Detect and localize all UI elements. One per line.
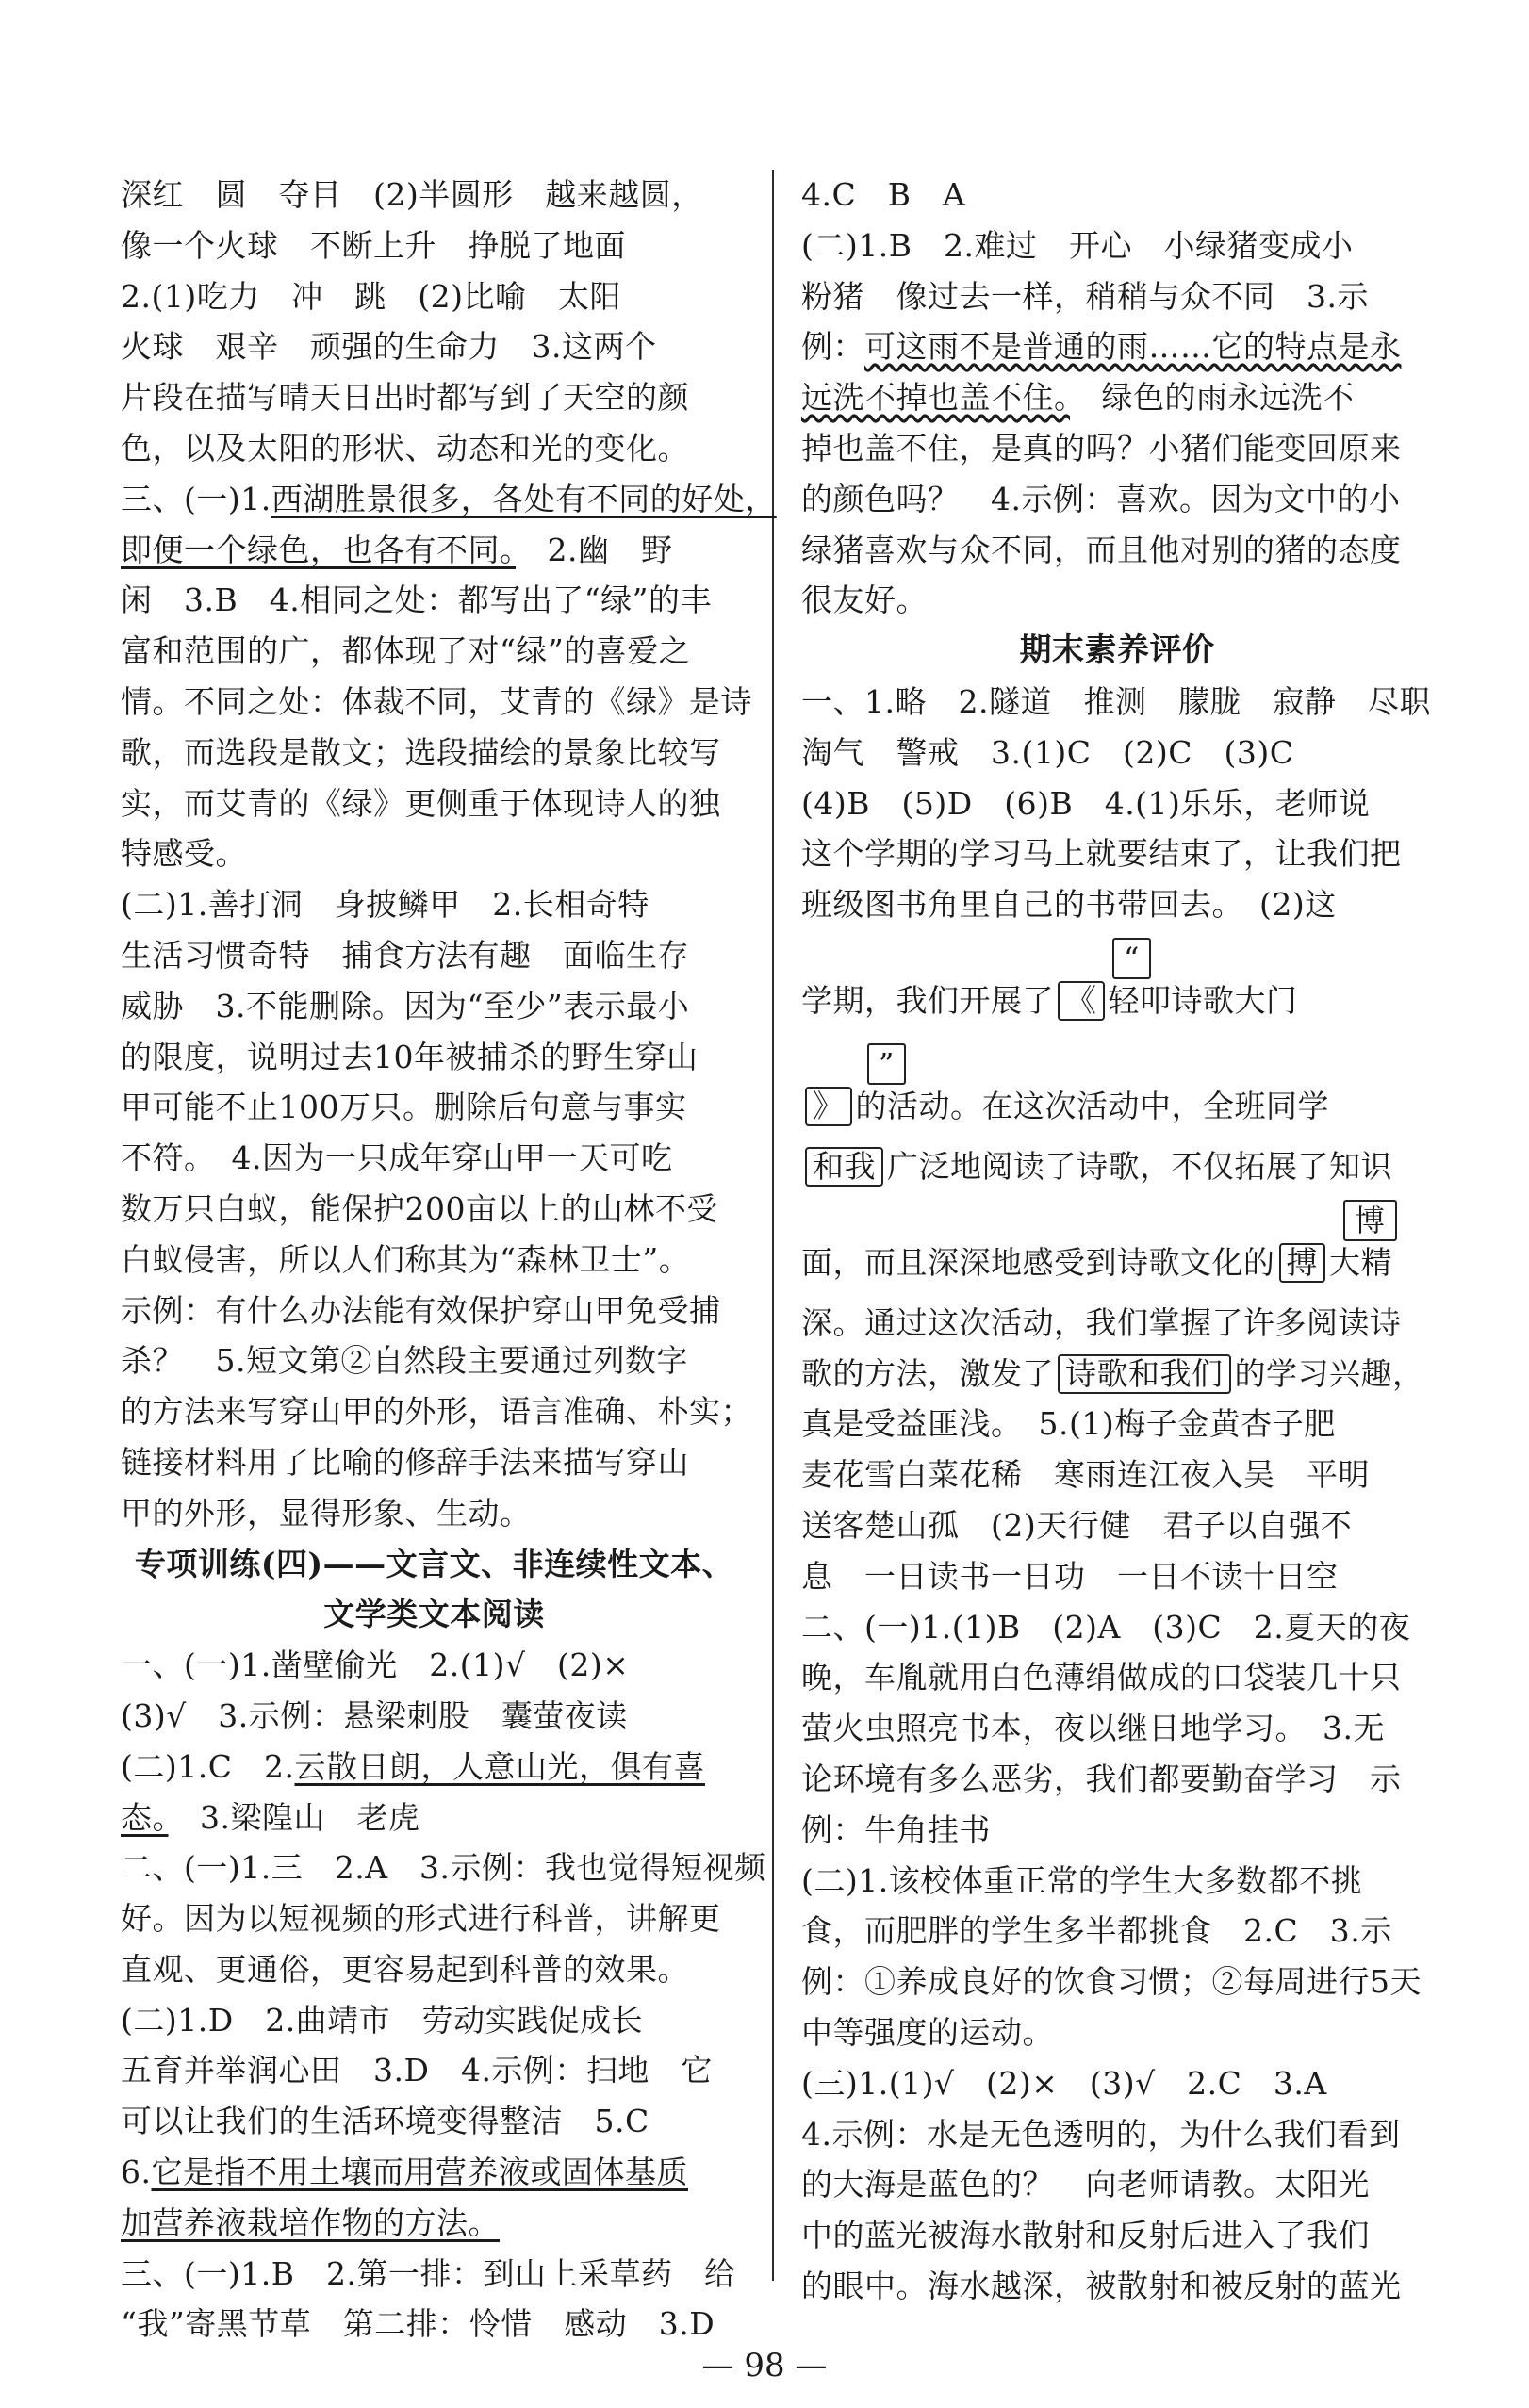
text-line: 晚，车胤就用白色薄绢做成的口袋装几十只 (801, 1659, 1402, 1696)
text-line: 4.示例：水是无色透明的，为什么我们看到 (801, 2115, 1401, 2153)
text-line: 的颜色吗？ 4.示例：喜欢。因为文中的小 (801, 480, 1401, 517)
text-line: 特感受。 (121, 835, 247, 873)
text-line: 绿猪喜欢与众不同，而且他对别的猪的态度 (801, 531, 1402, 568)
text-line: (二)1.B 2.难过 开心 小绿猪变成小 (801, 226, 1354, 264)
correction-note: “ (1112, 938, 1151, 979)
text-line: 中的蓝光被海水散射和反射后进入了我们 (801, 2217, 1370, 2254)
underlined-answer: 态。 (121, 1798, 169, 1836)
text-segment: 学期，我们开展了 (801, 981, 1054, 1019)
text-segment: 的活动。在这次活动中，全班同学 (855, 1087, 1329, 1124)
text-segment: 的学习兴趣， (1234, 1354, 1424, 1392)
correction-note: 博 (1343, 1200, 1397, 1241)
text-segment: 歌的方法，激发了 (801, 1354, 1054, 1392)
text-line: 二、(一)1.三 2.A 3.示例：我也觉得短视频 (121, 1849, 766, 1887)
text-line: 好。因为以短视频的形式进行科普，讲解更 (121, 1900, 721, 1938)
text-segment: 大精 (1329, 1243, 1392, 1281)
text-line: 片段在描写晴天日出时都写到了天空的颜 (121, 379, 689, 417)
left-column (121, 170, 777, 2350)
underlined-answer: 加营养液栽培作物的方法。 (121, 2203, 500, 2241)
underlined-answer: 云散日朗，人意山光，俱有喜 (294, 1747, 705, 1785)
right-column (801, 170, 1433, 2312)
correction-note: ” (867, 1043, 906, 1085)
text-line: 像一个火球 不断上升 挣脱了地面 (121, 226, 626, 264)
text-line: 闲 3.B 4.相同之处：都写出了“绿”的丰 (121, 582, 712, 619)
text-line: 的方法来写穿山甲的外形，语言准确、朴实； (121, 1393, 752, 1431)
text-line: 一、(一)1.凿壁偷光 2.(1)√ (2)× (121, 1646, 630, 1684)
text-segment: 例： (801, 328, 864, 366)
text-line: 歌，而选段是散文；选段描绘的景象比较写 (121, 733, 721, 771)
text-line: 真是受益匪浅。 5.(1)梅子金黄杏子肥 (801, 1405, 1336, 1443)
text-line: (4)B (5)D (6)B 4.(1)乐乐，老师说 (801, 784, 1371, 822)
text-line: 很友好。 (801, 582, 928, 619)
text-line (121, 1793, 748, 1843)
text-line: 的限度，说明过去10年被捕杀的野生穿山 (121, 1038, 699, 1075)
text-line (121, 474, 777, 525)
wavy-underline-segment: 可这雨不是普通的雨……它的特点是永 (864, 328, 1402, 366)
text-line: 情。不同之处：体裁不同，艾青的《绿》是诗 (121, 682, 752, 720)
text-line: 这个学期的学习马上就要结束了，让我们把 (801, 835, 1402, 873)
text-line: 食，而肥胖的学生多半都挑食 2.C 3.示 (801, 1912, 1392, 1950)
correction-line (801, 1192, 1433, 1298)
text-segment: 绿色的雨永远洗不 (1070, 379, 1355, 417)
text-line: 示例：有什么办法能有效保护穿山甲免受捕 (121, 1291, 721, 1329)
insertion-box: 和我 (805, 1147, 883, 1187)
text-segment: 轻叩诗歌大门 (1108, 981, 1298, 1019)
insertion-box: 诗歌和我们 (1058, 1354, 1231, 1394)
text-line: 中等强度的运动。 (801, 2013, 1054, 2051)
text-segment: 三、(一)1. (121, 480, 271, 517)
text-line: 生活习惯奇特 捕食方法有趣 面临生存 (121, 936, 689, 974)
text-line: 的大海是蓝色的？ 向老师请教。太阳光 (801, 2166, 1370, 2203)
text-line: 麦花雪白菜花稀 寒雨连江夜入吴 平明 (801, 1456, 1370, 1494)
text-line: 实，而艾青的《绿》更侧重于体现诗人的独 (121, 784, 721, 822)
text-line: 论环境有多么恶劣，我们都要勤奋学习 示 (801, 1760, 1402, 1797)
text-line: 萤火虫照亮书本，夜以继日地学习。 3.无 (801, 1710, 1385, 1747)
correction-box: 搏 (1279, 1243, 1326, 1283)
correction-line (801, 930, 1433, 1036)
text-line: 不符。 4.因为一只成年穿山甲一天可吃 (121, 1139, 673, 1177)
correction-line (801, 1036, 1433, 1141)
text-line: (三)1.(1)√ (2)× (3)√ 2.C 3.A (801, 2064, 1327, 2102)
text-line (121, 525, 748, 576)
section-heading: 专项训练(四)——文言文、非连续性文本、 (134, 1545, 734, 1582)
correction-line (801, 1349, 1433, 1400)
text-line: 粉猪 像过去一样，稍稍与众不同 3.示 (801, 277, 1369, 315)
text-line: 杀？ 5.短文第②自然段主要通过列数字 (121, 1342, 688, 1380)
text-line: “我”寄黑节草 第二排：怜惜 感动 3.D (121, 2305, 715, 2343)
text-line: 掉也盖不住，是真的吗？小猪们能变回原来 (801, 429, 1402, 467)
text-line: 可以让我们的生活环境变得整洁 5.C (121, 2103, 649, 2140)
text-segment: 6. (121, 2154, 152, 2191)
text-line: (二)1.善打洞 身披鳞甲 2.长相奇特 (121, 886, 649, 924)
underlined-answer: 西湖胜景很多，各处有不同的好处， (271, 480, 777, 517)
text-line: 白蚁侵害，所以人们称其为“森林卫士”。 (121, 1240, 691, 1278)
text-line: 甲可能不止100万只。删除后句意与事实 (121, 1089, 687, 1126)
text-line: (二)1.该校体重正常的学生大多数都不挑 (801, 1861, 1363, 1899)
text-line: 一、1.略 2.隧道 推测 朦胧 寂静 尽职 (801, 682, 1431, 720)
correction-box: 》 (805, 1087, 852, 1126)
correction-box: 《 (1058, 981, 1105, 1021)
text-line: 富和范围的广，都体现了对“绿”的喜爱之 (121, 632, 691, 670)
text-line: (二)1.D 2.曲靖市 劳动实践促成长 (121, 2001, 644, 2039)
text-line: 淘气 警戒 3.(1)C (2)C (3)C (801, 733, 1294, 771)
text-line: 送客楚山孤 (2)天行健 君子以自强不 (801, 1506, 1353, 1544)
text-line: (3)√ 3.示例：悬梁刺股 囊萤夜读 (121, 1696, 628, 1734)
text-line: 火球 艰辛 顽强的生命力 3.这两个 (121, 328, 657, 366)
text-segment: 3.梁隍山 老虎 (168, 1798, 420, 1836)
text-line (121, 2147, 748, 2198)
text-line: 色，以及太阳的形状、动态和光的变化。 (121, 429, 689, 467)
text-line: 威胁 3.不能删除。因为“至少”表示最小 (121, 987, 690, 1024)
text-line (121, 1742, 748, 1793)
text-line: 2.(1)吃力 冲 跳 (2)比喻 太阳 (121, 277, 621, 315)
section-heading: 文学类文本阅读 (323, 1596, 545, 1633)
text-line: 甲的外形，显得形象、生动。 (121, 1494, 532, 1532)
text-line: 直观、更通俗，更容易起到科普的效果。 (121, 1950, 689, 1988)
section-heading: 期末素养评价 (1019, 631, 1215, 670)
underlined-answer: 它是指不用土壤而用营养液或固体基质 (151, 2154, 688, 2191)
page-number: — 98 — (701, 2347, 828, 2384)
text-line: 4.C B A (801, 176, 966, 213)
text-segment: 面，而且深深地感受到诗歌文化的 (801, 1243, 1275, 1281)
text-segment: (二)1.C 2. (121, 1747, 295, 1785)
text-line: 数万只白蚁，能保护200亩以上的山林不受 (121, 1189, 718, 1227)
text-line (121, 2198, 748, 2249)
text-line: 息 一日读书一日功 一日不读十日空 (801, 1557, 1339, 1595)
text-line: 三、(一)1.B 2.第一排：到山上采草药 给 (121, 2254, 736, 2292)
text-line: 例：①养成良好的饮食习惯；②每周进行5天 (801, 1963, 1422, 2001)
text-line: 班级图书角里自己的书带回去。 (2)这 (801, 886, 1337, 924)
text-line (801, 372, 1433, 423)
wavy-underline-segment: 远洗不掉也盖不住。 (801, 379, 1070, 417)
text-line: 例：牛角挂书 (801, 1810, 991, 1848)
text-segment: 广泛地阅读了诗歌，不仅拓展了知识 (887, 1147, 1392, 1185)
text-line: 链接材料用了比喻的修辞手法来描写穿山 (121, 1443, 689, 1481)
correction-line (801, 1141, 1433, 1192)
text-line: 二、(一)1.(1)B (2)A (3)C 2.夏天的夜 (801, 1608, 1411, 1646)
text-line: 五育并举润心田 3.D 4.示例：扫地 它 (121, 2052, 713, 2089)
text-line: 深红 圆 夺目 (2)半圆形 越来越圆， (121, 176, 703, 213)
text-line (801, 321, 1433, 372)
text-line: 深。通过这次活动，我们掌握了许多阅读诗 (801, 1303, 1402, 1341)
text-segment: 2.幽 野 (516, 531, 673, 568)
underlined-answer: 即便一个绿色，也各有不同。 (121, 531, 516, 568)
text-line: 的眼中。海水越深，被散射和被反射的蓝光 (801, 2267, 1402, 2304)
